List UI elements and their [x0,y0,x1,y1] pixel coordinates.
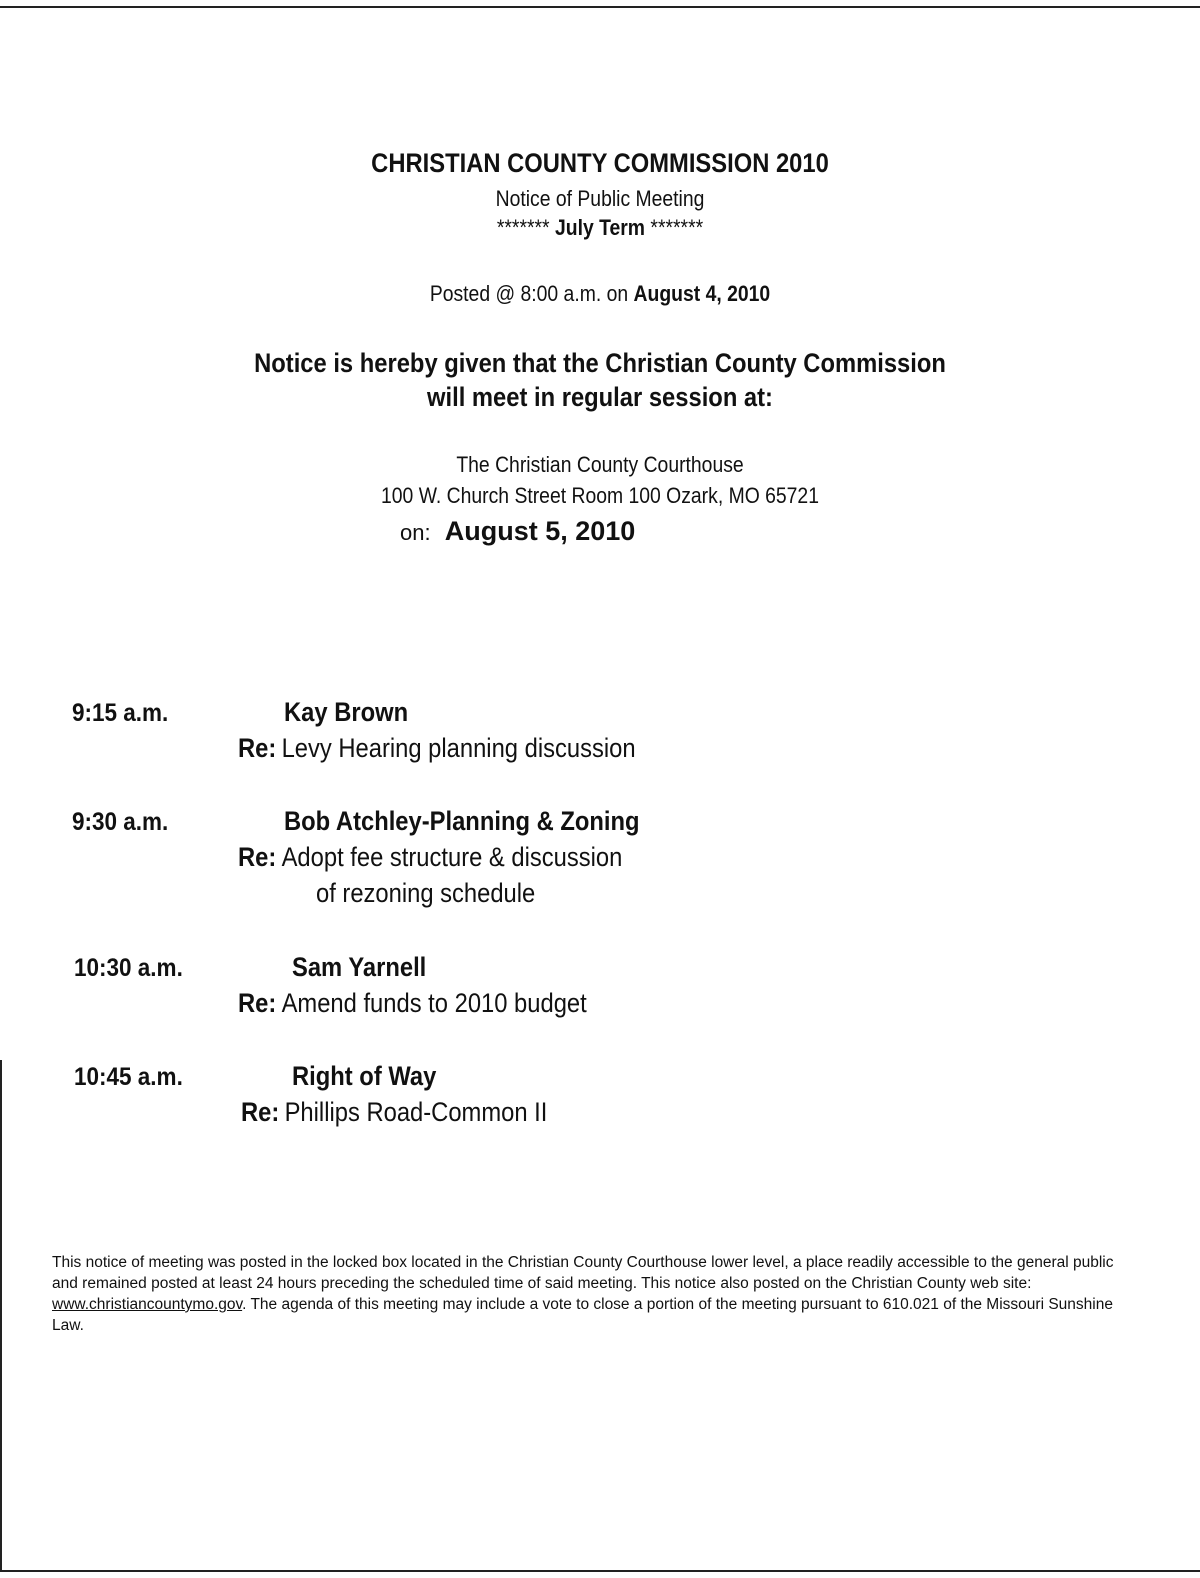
posted-prefix: Posted @ 8:00 a.m. on [429,281,629,306]
agenda-re-continuation: of rezoning schedule [316,878,536,908]
left-border-line [0,1060,2,1572]
term-name: July Term [554,215,646,240]
meeting-date: August 5, 2010 [444,516,636,546]
on-label: on: [400,520,431,545]
bottom-border-line [0,1570,1200,1572]
footer-notice [52,1252,1142,1336]
meeting-date-line [400,516,635,547]
re-label: Re: [241,1097,280,1127]
agenda-time: 9:30 a.m. [72,808,169,836]
county-website-link[interactable]: www.christiancountymo.gov [52,1296,243,1313]
agenda-presenter: Kay Brown [284,697,409,727]
agenda-re-text: Adopt fee structure & discussion [281,842,623,872]
notice-line-2: will meet in regular session at: [427,382,773,412]
re-label: Re: [238,988,277,1018]
re-label: Re: [238,842,277,872]
document-subtitle: Notice of Public Meeting [495,186,705,211]
agenda-re-line [238,842,622,873]
agenda-re-line [238,988,587,1019]
location-line-2: 100 W. Church Street Room 100 Ozark, MO 65721 [381,483,819,508]
agenda-presenter: Sam Yarnell [292,952,427,982]
agenda-re-text: Phillips Road-Common II [284,1097,548,1127]
top-border-line [0,6,1200,8]
agenda-re-line [238,733,636,764]
agenda-time: 10:45 a.m. [74,1063,183,1091]
agenda-time: 9:15 a.m. [72,699,169,727]
agenda-re-text: Levy Hearing planning discussion [281,733,636,763]
footer-text-1: This notice of meeting was posted in the locked box located in the Christian County Courthouse lower level, a place readily accessible to the general public and remained posted at least 24 hours preceding the scheduled time of said meeting. This notice also posted on the Christian County web site: [52,1254,1114,1292]
agenda-time: 10:30 a.m. [74,954,183,982]
agenda-presenter: Right of Way [292,1061,437,1091]
document-title: CHRISTIAN COUNTY COMMISSION 2010 [371,148,829,178]
posted-line [72,281,1128,307]
term-prefix: ******* [496,215,550,240]
agenda-presenter: Bob Atchley-Planning & Zoning [284,806,640,836]
agenda-re-line [241,1097,547,1128]
posted-date: August 4, 2010 [633,281,771,306]
footer-text-2: . The agenda of this meeting may include a vote to close a portion of the meeting pursuant to 610.021 of the Missouri Sunshine Law. [52,1296,1113,1334]
notice-line-1: Notice is hereby given that the Christian County Commission [254,348,946,378]
term-suffix: ******* [650,215,704,240]
agenda-re-text: Amend funds to 2010 budget [281,988,587,1018]
location-line-1: The Christian County Courthouse [456,452,744,477]
term-line [72,215,1128,241]
re-label: Re: [238,733,277,763]
